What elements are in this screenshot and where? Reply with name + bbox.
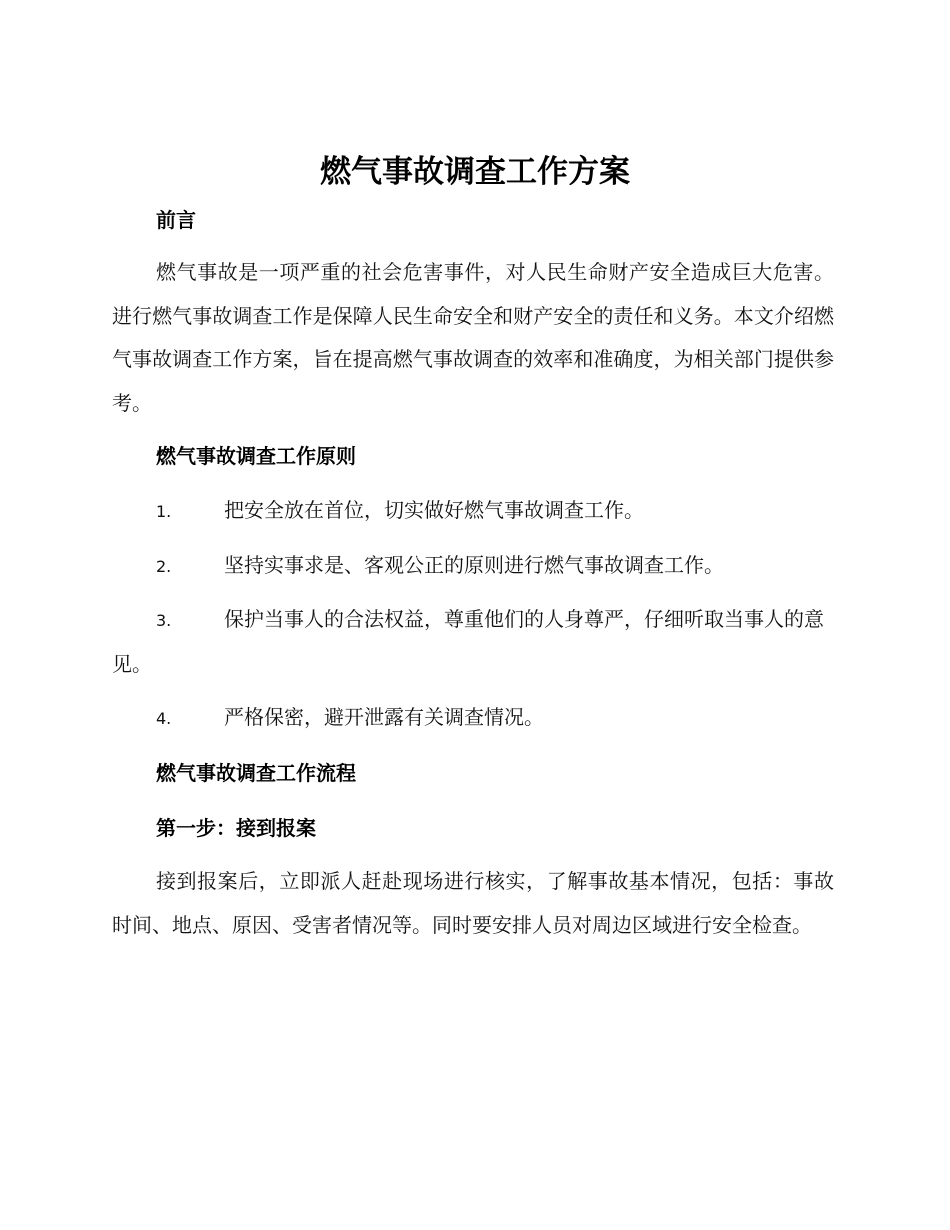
principle-item xyxy=(112,544,834,589)
document-title: 燃气事故调查工作方案 xyxy=(320,154,630,190)
principles-heading: 燃气事故调查工作原则 xyxy=(156,444,356,468)
principle-item xyxy=(112,696,834,741)
principle-item xyxy=(112,489,834,534)
list-number: 1. xyxy=(156,502,172,521)
principle-text: 保护当事人的合法权益，尊重他们的人身尊严，仔细听取当事人的意见。 xyxy=(112,607,824,676)
list-number: 4. xyxy=(156,709,172,728)
preface-heading: 前言 xyxy=(156,208,196,232)
principle-text: 坚持实事求是、客观公正的原则进行燃气事故调查工作。 xyxy=(224,553,724,577)
principle-item xyxy=(112,598,834,686)
list-number: 3. xyxy=(156,611,172,630)
list-number: 2. xyxy=(156,557,172,576)
preface-paragraph: 燃气事故是一项严重的社会危害事件，对人民生命财产安全造成巨大危害。进行燃气事故调查工作是保障人民生命安全和财产安全的责任和义务。本文介绍燃气事故调查工作方案，旨在提高燃气事故调查的效率和准确度，为相关部门提供参考。 xyxy=(112,260,834,415)
step1-paragraph: 接到报案后，立即派人赶赴现场进行核实，了解事故基本情况，包括：事故时间、地点、原因、受害者情况等。同时要安排人员对周边区域进行安全检查。 xyxy=(112,869,834,937)
principle-text: 把安全放在首位，切实做好燃气事故调查工作。 xyxy=(224,498,644,522)
step1-heading: 第一步：接到报案 xyxy=(156,816,316,840)
process-heading: 燃气事故调查工作流程 xyxy=(156,761,356,785)
principle-text: 严格保密，避开泄露有关调查情况。 xyxy=(224,705,544,729)
